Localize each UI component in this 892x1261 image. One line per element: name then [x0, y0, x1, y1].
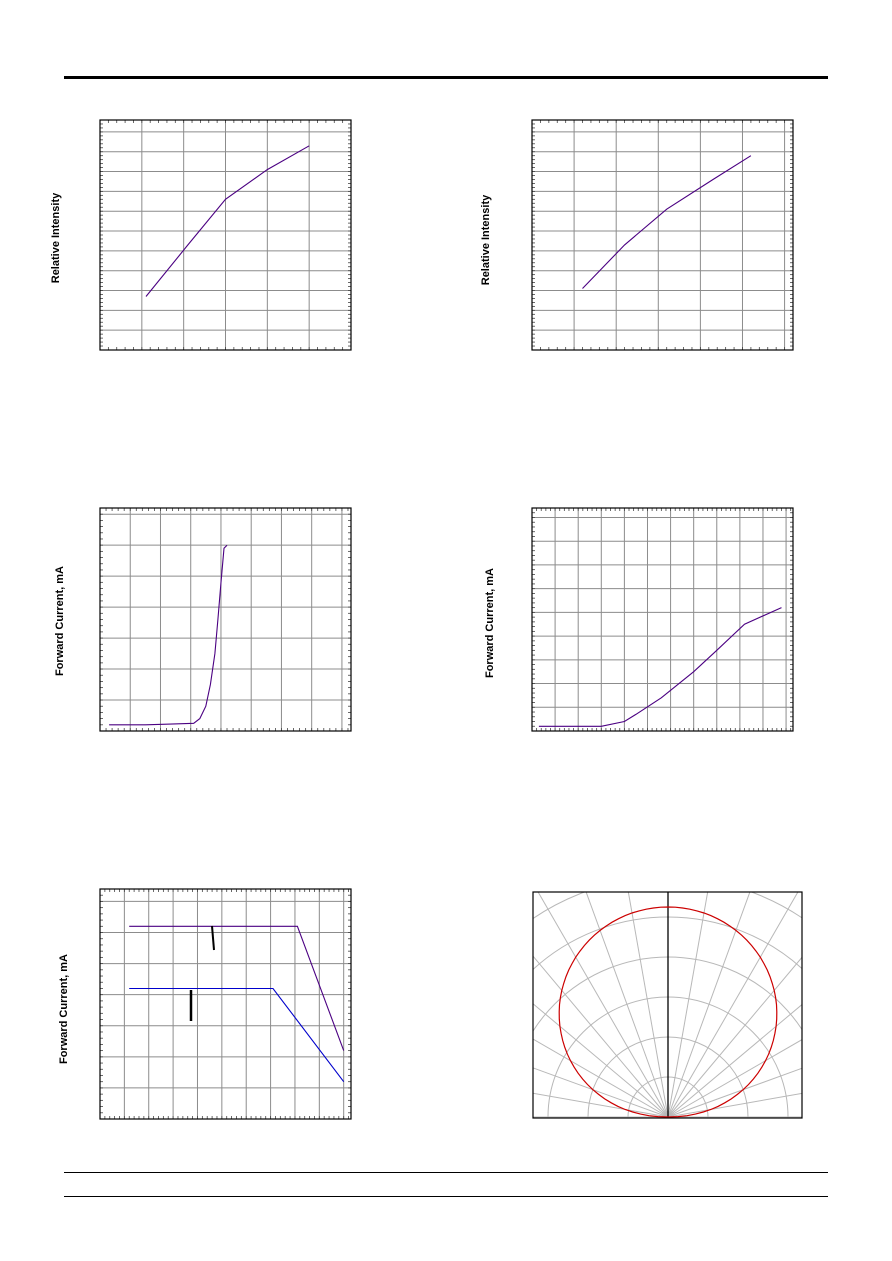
chart2-ylabel: Relative Intensity [480, 194, 492, 286]
polar-spoke [531, 741, 668, 1117]
polar-spoke [668, 741, 805, 1117]
polar-spoke [411, 811, 668, 1117]
polar-ring [388, 837, 892, 1261]
polar-spoke [292, 980, 668, 1117]
polar-spoke [362, 860, 668, 1117]
polar-grid [268, 717, 892, 1261]
polar-spoke [668, 860, 892, 1117]
polar-spoke [668, 980, 892, 1117]
polar-spoke [668, 811, 892, 1117]
polar-spoke [274, 1048, 668, 1117]
chart5-ylabel: Forward Current, mA [58, 954, 70, 1065]
polar-spoke [599, 723, 668, 1117]
chart3-ylabel: Forward Current, mA [54, 566, 66, 677]
polar-spoke [668, 771, 868, 1117]
polar-spoke [468, 771, 668, 1117]
chart4-ylabel: Forward Current, mA [484, 568, 496, 679]
polar-spoke [668, 723, 737, 1117]
polar-spoke [668, 917, 892, 1117]
polar-spoke [322, 917, 668, 1117]
chart1-ylabel: Relative Intensity [50, 192, 62, 284]
